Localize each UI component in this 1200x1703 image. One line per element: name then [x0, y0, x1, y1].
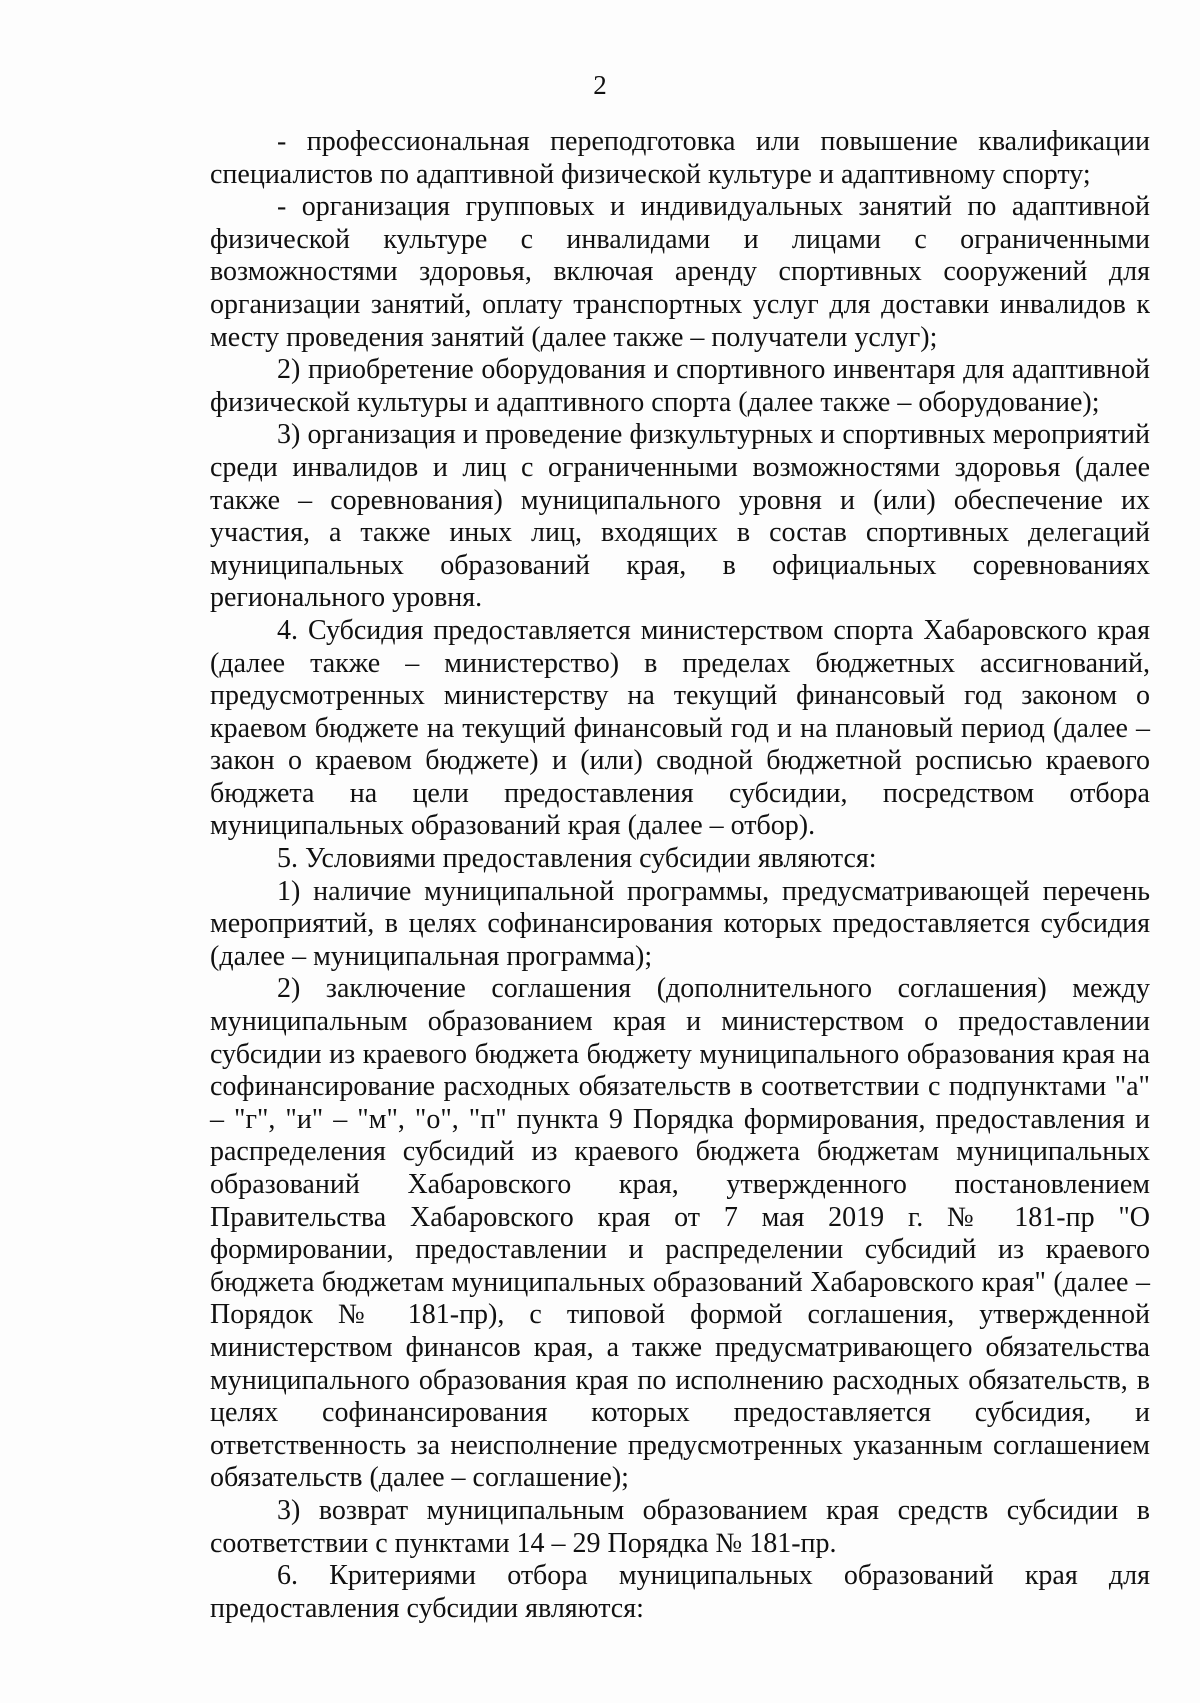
paragraph-group-classes: - организация групповых и индивидуальных занятий по адаптивной физической культуре с инвалидами и лицами с ограниченными возможностями здоровья, включая аренду спортивных сооружений для организации занятий, оплату транспортных услуг для доставки инвалидов к месту проведения занятий (далее также – получатели услуг); — [210, 191, 1150, 353]
paragraph-section-5: 5. Условиями предоставления субсидии являются: — [277, 843, 877, 875]
paragraph-condition-1: 1) наличие муниципальной программы, предусматривающей перечень мероприятий, в целях софинансирования которых предоставляется субсидия (далее – муниципальная программа); — [210, 875, 1150, 972]
paragraph-retraining: - профессиональная переподготовка или повышение квалификации специалистов по адаптивной физической культуре и адаптивному спорту; — [210, 126, 1150, 190]
paragraph-competitions: 3) организация и проведение физкультурных и спортивных мероприятий среди инвалидов и лиц с ограниченными возможностями здоровья (далее также – соревнования) муниципального уровня и (или) обеспечение их участия, а также иных лиц, входящих в состав спортивных делегаций муниципальных образований края, в официальных соревнованиях регионального уровня. — [210, 419, 1150, 614]
paragraph-condition-3: 3) возврат муниципальным образованием края средств субсидии в соответствии с пунктами 14 – 29 Порядка № 181-пр. — [210, 1494, 1150, 1559]
page-number: 2 — [593, 70, 607, 100]
paragraph-section-4: 4. Субсидия предоставляется министерством спорта Хабаровского края (далее также – министерство) в пределах бюджетных ассигнований, предусмотренных министерству на текущий финансовый год законом о краевом бюджете на текущий финансовый год и на плановый период (далее – закон о краевом бюджете) и (или) сводной бюджетной росписью краевого бюджета на цели предоставления субсидии, посредством отбора муниципальных образований края (далее – отбор). — [210, 614, 1150, 842]
document-body — [210, 126, 1150, 1625]
paragraph-equipment: 2) приобретение оборудования и спортивного инвентаря для адаптивной физической культуры и адаптивного спорта (далее также – оборудование); — [210, 354, 1150, 418]
paragraph-section-6: 6. Критериями отбора муниципальных образований края для предоставления субсидии являются: — [210, 1560, 1150, 1624]
paragraph-condition-2: 2) заключение соглашения (дополнительного соглашения) между муниципальным образованием края и министерством о предоставлении субсидии из краевого бюджета бюджету муниципального образования края на софинансирование расходных обязательств в соответствии с подпунктами "а" – "г", "и" – "м", "о", "п" пункта 9 Порядка формирования, предоставления и распределения субсидий из краевого бюджета бюджетам муниципальных образований Хабаровского края, утвержденного постановлением Правительства Хабаровского края от 7 мая 2019 г. № 181-пр "О формировании, предоставлении и распределении субсидий из краевого бюджета бюджетам муниципальных образований Хабаровского края" (далее – Порядок № 181-пр), с типовой формой соглашения, утвержденной министерством финансов края, а также предусматривающего обязательства муниципального образования края по исполнению расходных обязательств, в целях софинансирования которых предоставляется субсидия, и ответственность за неисполнение предусмотренных указанным соглашением обязательств (далее – соглашение); — [210, 973, 1150, 1494]
